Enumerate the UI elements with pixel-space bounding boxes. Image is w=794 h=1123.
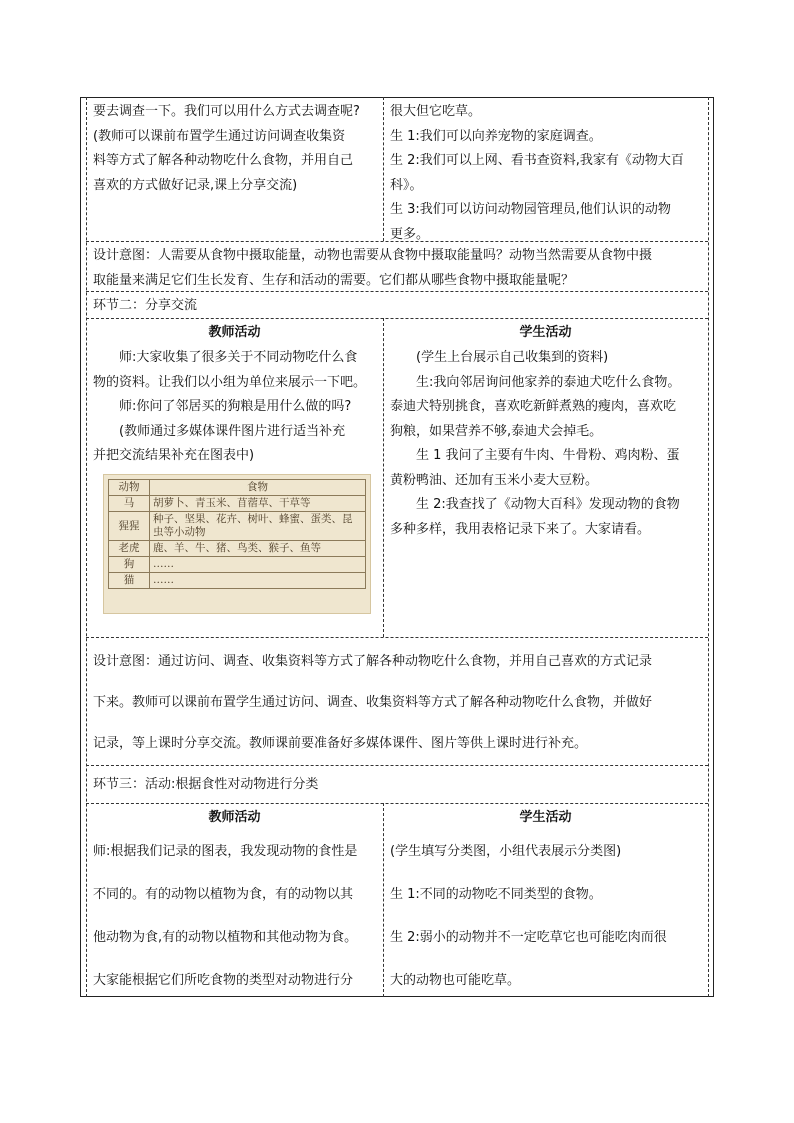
food-table-animal: 老虎 [109,541,150,557]
teacher-activity-header: 教师活动 [208,810,261,825]
student-activity-header: 学生活动 [519,810,572,825]
food-table-header: 食物 [150,480,366,496]
column-divider [383,803,384,997]
stage2-teacher-text: 师:大家收集了很多关于不同动物吃什么食 物的资料。让我们以小组为单位来展示一下吧。 师:你问了邻居买的狗粮是用什么做的吗? (教师通过多媒体课件图片进行适当补充 并把交流结果补充在图表中) [93,350,367,463]
food-table-food: 胡萝卜、青玉米、苜蓿草、干草等 [150,496,366,512]
food-table [108,479,366,589]
column-divider [383,318,384,637]
column-divider [383,97,384,241]
student-activity-header: 学生活动 [519,325,572,340]
food-table-header: 动物 [109,480,150,496]
food-table-animal: 猩猩 [109,512,150,541]
left-dashed-border [86,97,87,997]
stage3-student-text: (学生填写分类图，小组代表展示分类图) 生 1:不同的动物吃不同类型的食物。 生 2:弱小的动物并不一定吃草它也可能吃肉而很 大的动物也可能吃草。 [390,844,667,988]
design-intent-2: 设计意图：通过访问、调查、收集资料等方式了解各种动物吃什么食物，并用自己喜欢的方式记录 下来。教师可以课前布置学生通过访问、调查、收集资料等方式了解各种动物吃什么食物，并做好 记录，等上课时分享交流。教师课前要准备好多媒体课件、图片等供上课时进行补充。 [93,654,653,751]
right-dashed-border [708,97,709,997]
divider [86,803,708,804]
stage2-title: 环节二：分享交流 [93,298,198,313]
food-table-food: …… [150,557,366,573]
food-table-food: …… [150,573,366,589]
food-table-food: 种子、坚果、花卉、树叶、蜂蜜、蛋类、昆虫等小动物 [150,512,366,541]
stage2-student-text: (学生上台展示自己收集到的资料) 生:我向邻居询问他家养的泰迪犬吃什么食物。 泰迪犬特别挑食，喜欢吃新鲜煮熟的瘦肉，喜欢吃 狗粮，如果营养不够,泰迪犬会掉毛。 生 1 我问了主要有牛肉、牛骨粉、鸡肉粉、蛋 黄粉鸭油、还加有玉米小麦大豆粉。 生 2:我查找了《动物大百科》发现动物的食物 多种多样，我用表格记录下来了。大家请看。 [390,350,681,537]
food-table-animal: 猫 [109,573,150,589]
food-table-animal: 狗 [109,557,150,573]
stage3-title: 环节三：活动:根据食性对动物进行分类 [93,777,319,792]
divider [86,637,708,638]
section1-student-text: 很大但它吃草。 生 1:我们可以向养宠物的家庭调查。 生 2:我们可以上网、看书查资料,我家有《动物大百 科》。 生 3:我们可以访问动物园管理员,他们认识的动物 更多。 [390,104,684,242]
stage3-teacher-text: 师:根据我们记录的图表，我发现动物的食性是 不同的。有的动物以植物为食，有的动物以其 他动物为食,有的动物以植物和其他动物为食。 大家能根据它们所吃食物的类型对动物进行分 [93,844,358,988]
food-table-food: 鹿、羊、牛、猪、鸟类、猴子、鱼等 [150,541,366,557]
section1-teacher-text: 要去调查一下。我们可以用什么方式去调查呢? (教师可以课前布置学生通过访问调查收集资 料等方式了解各种动物吃什么食物，并用自己 喜欢的方式做好记录,课上分享交流) [93,104,360,193]
teacher-activity-header: 教师活动 [208,325,261,340]
food-table-image [103,474,371,614]
food-table-animal: 马 [109,496,150,512]
divider [86,765,708,766]
design-intent-1: 设计意图：人需要从食物中摄取能量，动物也需要从食物中摄取能量吗？动物当然需要从食物中摄 取能量来满足它们生长发育、生存和活动的需要。它们都从哪些食物中摄取能量呢？ [93,248,653,288]
